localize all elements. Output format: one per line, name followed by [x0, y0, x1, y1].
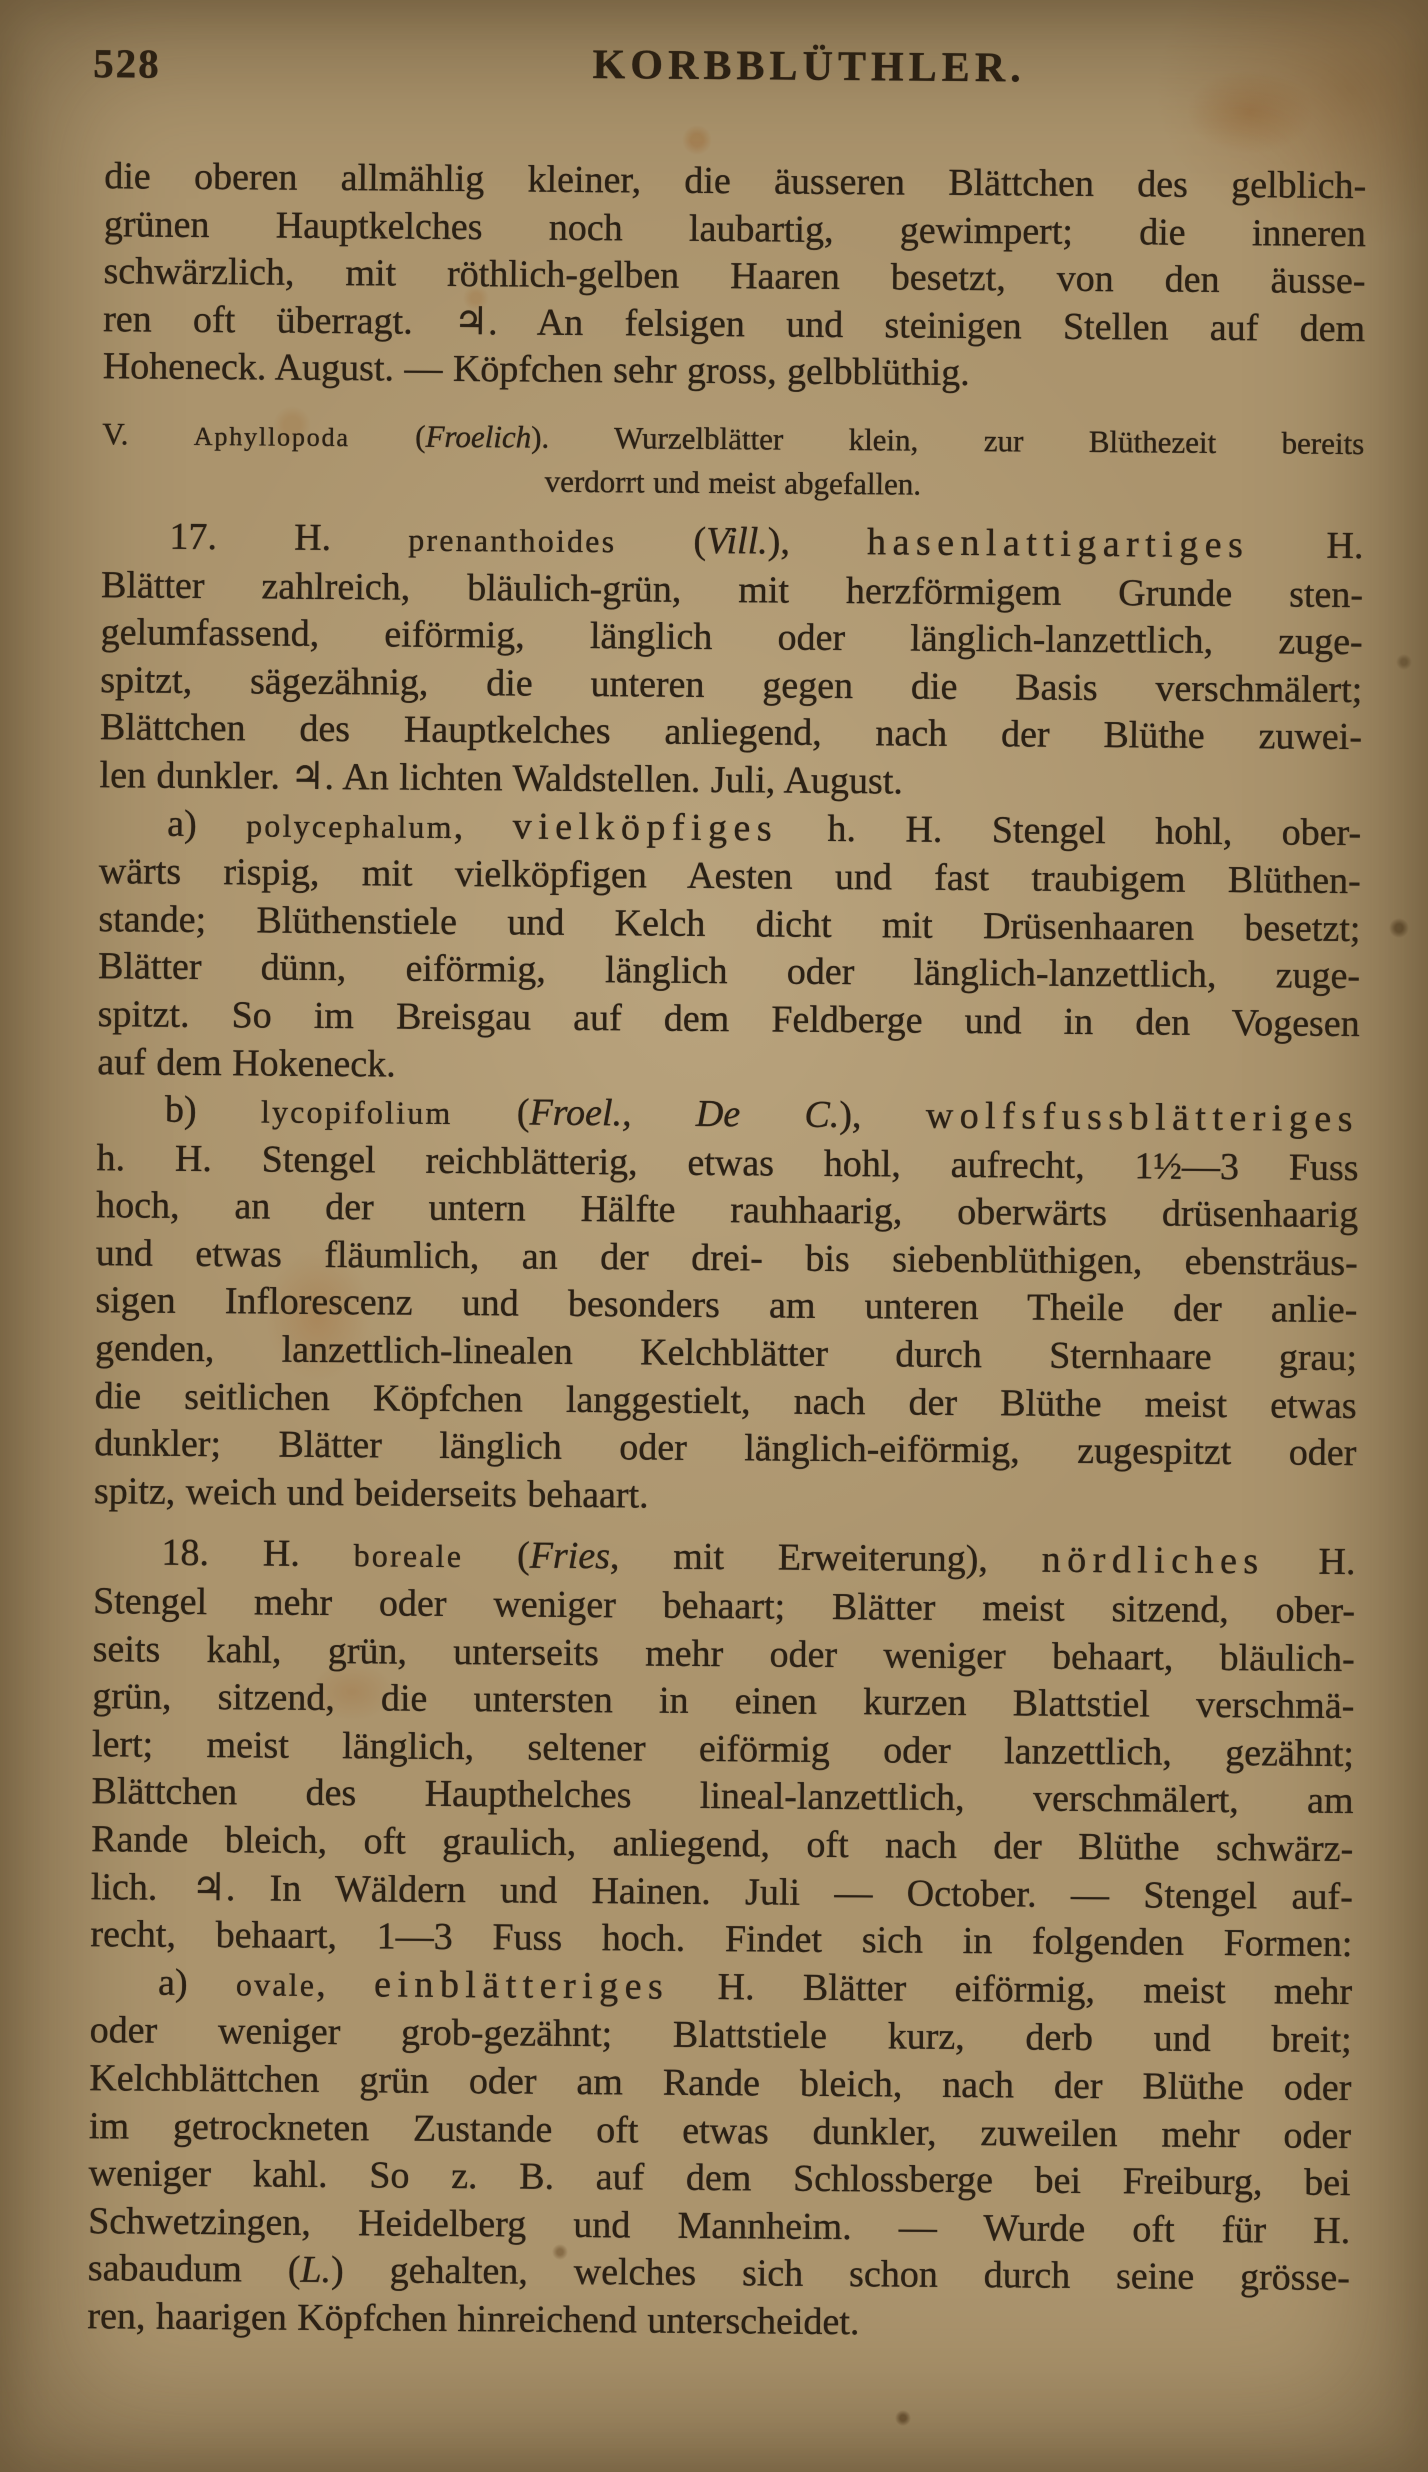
text-segment: polycephalum [246, 807, 454, 845]
text-line [87, 2293, 1349, 2351]
text-segment: lycopifolium [260, 1094, 453, 1132]
text-segment: lich. ♃. In Wäldern und Hainen. Juli — October. — Stengel auf- [90, 1865, 1353, 1918]
text-segment: Aphyllopoda [193, 421, 350, 453]
text-segment: h. H. Stengel hohl, ober- [777, 807, 1362, 854]
variety-b-lycopifolium [94, 1086, 1359, 1525]
text-segment: vielköpfiges [512, 804, 779, 850]
text-segment: seits kahl, grün, unterseits mehr oder weniger behaart, bläulich- [92, 1627, 1355, 1680]
text-segment: Stengel mehr oder weniger behaart; Blätter meist sitzend, ober- [92, 1580, 1356, 1633]
text-segment: Rande bleich, oft graulich, anliegend, oft nach der Blüthe schwärz- [91, 1818, 1354, 1871]
text-segment: im getrockneten Zustande oft etwas dunkler, zuweilen mehr oder [88, 2104, 1352, 2157]
text-segment: grünen Hauptkelches noch laubartig, gewimpert; die inneren [103, 202, 1367, 255]
page-number: 528 [93, 40, 161, 87]
text-segment: stande; Blüthenstiele und Kelch dicht mit Drüsenhaaren besetzt; [98, 897, 1361, 950]
text-segment: ren oft überragt. ♃. An felsigen und steinigen Stellen auf dem [103, 297, 1366, 350]
text-segment: weniger kahl. So z. B. auf dem Schlossberge bei Freiburg, bei [88, 2152, 1351, 2205]
text-segment: hasenlattigartiges [866, 521, 1250, 567]
text-segment: gelumfassend, eiförmig, länglich oder länglich-lanzettlich, zuge- [100, 611, 1363, 664]
text-segment: wärts rispig, mit vielköpfigen Aesten und fast traubigem Blüthen- [98, 850, 1361, 903]
text-segment: len dunkler. ♃. An lichten Waldstellen. Juli, August. [99, 754, 904, 803]
text-segment: Vill. [706, 519, 768, 563]
text-segment: Blätter dünn, eiförmig, länglich oder länglich-lanzettlich, zuge- [97, 945, 1361, 998]
text-segment: Froelich [425, 418, 532, 455]
text-segment: einblätteriges [373, 1963, 670, 2008]
text-segment: wolfsfussblätteriges [925, 1094, 1360, 1141]
paragraph-continuation [103, 153, 1367, 401]
text-segment: prenanthoides [408, 522, 617, 560]
text-segment: dunkler; Blätter länglich oder länglich-eiförmig, zugespitzt oder [94, 1422, 1357, 1475]
text-segment: schwärzlich, mit röthlich-gelben Haaren besetzt, von den äusse- [103, 250, 1366, 303]
text-segment: , mit Erweiterung), [609, 1535, 1042, 1582]
page-header [10, 0, 1428, 92]
text-segment: H. [1249, 524, 1364, 568]
text-segment: Fries [529, 1535, 611, 1578]
text-segment: a) [157, 1961, 237, 2005]
text-segment: V. [102, 416, 194, 452]
text-segment: 17. H. [169, 515, 409, 560]
text-segment: Schwetzingen, Heidelberg und Mannheim. — Wurde oft für H. [88, 2199, 1351, 2252]
text-segment: ovale [235, 1967, 317, 2003]
species-17-prenanthoides [99, 513, 1363, 809]
text-segment: ren, haarigen Köpfchen hinreichend unterscheidet. [87, 2295, 860, 2344]
text-segment: H. Blätter eiförmig, meist mehr [669, 1965, 1353, 2013]
text-segment: , [453, 804, 513, 847]
text-segment: , [316, 1962, 375, 2006]
text-segment: Froel., De C. [529, 1091, 840, 1137]
text-segment: Hoheneck. August. — Köpfchen sehr gross, gelbblüthig. [102, 345, 970, 395]
text-segment: ( [616, 519, 707, 562]
text-segment: h. H. Stengel reichblätterig, etwas hohl, aufrecht, 1½—3 Fuss [96, 1136, 1359, 1189]
text-segment: ), [767, 520, 868, 564]
text-segment: sigen Inflorescenz und besonders am unteren Theile der anlie- [95, 1279, 1358, 1332]
text-segment: H. [1264, 1540, 1356, 1584]
text-segment: L. [300, 2249, 332, 2292]
text-segment: auf dem Hokeneck. [97, 1040, 396, 1085]
species-18-boreale [90, 1530, 1355, 1969]
text-segment: recht, behaart, 1—3 Fuss hoch. Findet sich in folgenden Formen: [90, 1913, 1353, 1966]
text-segment: und etwas fläumlich, an der drei- bis siebenblüthigen, ebensträus- [95, 1232, 1358, 1284]
text-segment: genden, lanzettlich-linealen Kelchblätter durch Sternhaare grau; [94, 1327, 1358, 1380]
text-segment: 18. H. [161, 1532, 354, 1576]
text-segment: boreale [353, 1538, 464, 1575]
text-segment: verdorrt und meist abgefallen. [544, 463, 922, 502]
text-segment: Blättchen des Hauptkelches anliegend, nach der Blüthe zuwei- [99, 706, 1363, 759]
text-segment: oder weniger grob-gezähnt; Blattstiele kurz, derb und breit; [89, 2009, 1352, 2062]
text-segment: ) gehalten, welches sich schon durch seine grösse- [330, 2249, 1350, 2300]
text-segment: ( [463, 1534, 530, 1577]
text-segment: Blätter zahlreich, bläulich-grün, mit herzförmigem Grunde sten- [100, 563, 1364, 616]
text-segment: die seitlichen Köpfchen langgestielt, nach der Blüthe meist etwas [94, 1374, 1357, 1427]
section-v-aphyllopoda [102, 413, 1365, 509]
text-segment: a) [167, 802, 247, 845]
variety-a-ovale [87, 1959, 1352, 2351]
text-segment: sabaudum ( [87, 2247, 301, 2292]
text-segment: nördliches [1041, 1539, 1265, 1583]
text-segment: Blättchen des Haupthelches lineal-lanzettlich, verschmälert, am [91, 1770, 1354, 1823]
text-segment: ), [839, 1094, 926, 1137]
text-segment: die oberen allmählig kleiner, die äusseren Blättchen des gelblich- [104, 155, 1367, 208]
text-line [94, 1468, 1356, 1526]
text-segment: hoch, an der untern Hälfte rauhhaarig, oberwärts drüsenhaarig [96, 1184, 1359, 1237]
text-segment: ). Wurzelblätter klein, zur Blüthezeit bereits [531, 419, 1365, 462]
text-segment: b) [164, 1088, 262, 1132]
text-segment: spitzt, sägezähnig, die unteren gegen die Basis verschmälert; [100, 658, 1363, 711]
text-segment: spitzt. So im Breisgau auf dem Feldberge und in den Vogesen [97, 993, 1360, 1045]
text-block [87, 153, 1366, 2350]
text-segment: ( [349, 418, 426, 454]
running-title: KORBBLÜTHLER. [592, 42, 1026, 92]
variety-a-polycephalum [97, 800, 1361, 1096]
text-segment: grün, sitzend, die untersten in einen kurzen Blattstiel verschmä- [92, 1675, 1355, 1728]
text-segment: ( [452, 1091, 530, 1134]
text-segment: Kelchblättchen grün oder am Rande bleich, nach der Blüthe oder [89, 2057, 1352, 2109]
text-segment: spitz, weich und beiderseits behaart. [93, 1469, 649, 1517]
text-segment: lert; meist länglich, seltener eiförmig oder lanzettlich, gezähnt; [91, 1722, 1355, 1775]
text-line [103, 344, 1365, 402]
